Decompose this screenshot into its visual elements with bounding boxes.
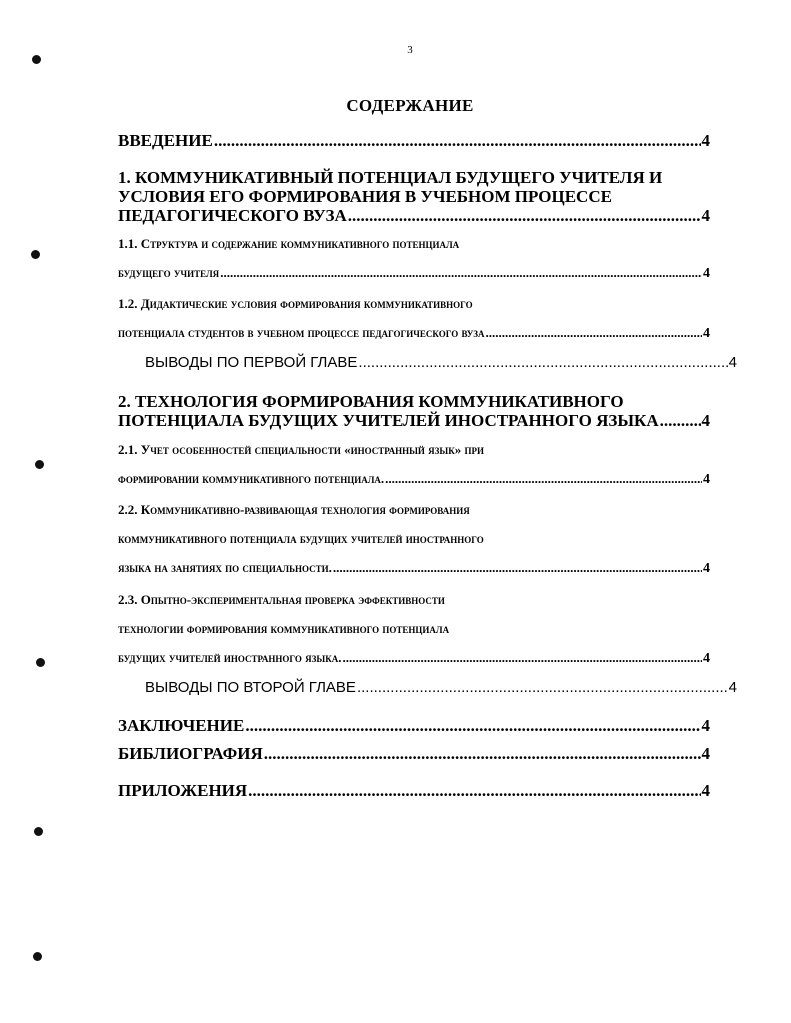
toc-entry-conclusion[interactable] xyxy=(118,716,710,735)
toc-page-number: 4 xyxy=(703,561,710,576)
leader-dots xyxy=(264,744,701,763)
toc-entry-chapter-2[interactable] xyxy=(118,392,710,430)
toc-entry-title-line: 1.2. Дидактические условия формирования коммуникативного xyxy=(118,296,473,311)
toc-page-number: 4 xyxy=(701,411,710,430)
leader-dots xyxy=(660,411,701,430)
toc-page-number: 4 xyxy=(701,781,710,800)
toc-entry-title-line: языка на занятиях по специальности. xyxy=(118,560,332,575)
toc-entry-conclusions-2[interactable] xyxy=(118,679,737,696)
toc-entry-title-line: УСЛОВИЯ ЕГО ФОРМИРОВАНИЯ В УЧЕБНОМ ПРОЦЕССЕ xyxy=(118,187,612,206)
toc-entry-bibliography[interactable] xyxy=(118,744,710,763)
page-title: СОДЕРЖАНИЕ xyxy=(346,96,474,115)
leader-dots xyxy=(343,650,702,665)
leader-dots xyxy=(245,716,700,735)
toc-page-number: 4 xyxy=(728,679,737,696)
toc-entry-title-line: технологии формирования коммуникативного потенциала xyxy=(118,621,450,636)
leader-dots xyxy=(385,471,702,486)
toc-entry-conclusions-1[interactable] xyxy=(118,354,737,371)
toc-entry-title: ЗАКЛЮЧЕНИЕ xyxy=(118,716,245,735)
toc-page-number: 4 xyxy=(703,651,710,666)
toc-page-number: 4 xyxy=(703,472,710,487)
punch-hole-mark xyxy=(36,658,45,667)
toc-page-number: 4 xyxy=(728,354,737,371)
punch-hole-mark xyxy=(34,827,43,836)
toc-entry-title: ВЫВОДЫ ПО ВТОРОЙ ГЛАВЕ xyxy=(145,679,356,696)
punch-hole-mark xyxy=(33,952,42,961)
punch-hole-mark xyxy=(35,460,44,469)
leader-dots xyxy=(214,131,701,151)
leader-dots xyxy=(358,354,727,371)
toc-entry-title-line: 2.2. Коммуникативно-развивающая технология формирования xyxy=(118,502,470,517)
leader-dots xyxy=(333,560,702,575)
toc-entry-title: ВЫВОДЫ ПО ПЕРВОЙ ГЛАВЕ xyxy=(145,354,358,371)
toc-entry-section-2-3[interactable] xyxy=(118,592,710,666)
toc-entry-title-line: 2.3. Опытно-экспериментальная проверка эффективности xyxy=(118,592,445,607)
toc-page-number: 4 xyxy=(703,266,710,281)
toc-page-number: 4 xyxy=(703,326,710,341)
punch-hole-mark xyxy=(32,55,41,64)
toc-entry-title: БИБЛИОГРАФИЯ xyxy=(118,744,263,763)
toc-entry-section-1-2[interactable] xyxy=(118,296,710,341)
page-number: 3 xyxy=(407,44,413,56)
toc-page-number: 4 xyxy=(701,716,710,735)
toc-entry-title-line: 1.1. Структура и содержание коммуникативного потенциала xyxy=(118,236,460,251)
toc-entry-intro[interactable] xyxy=(118,131,710,151)
toc-entry-appendix[interactable] xyxy=(118,781,710,800)
toc-entry-title-line: 1. КОММУНИКАТИВНЫЙ ПОТЕНЦИАЛ БУДУЩЕГО УЧИТЕЛЯ И xyxy=(118,168,663,187)
toc-entry-title-line: 2.1. Учет особенностей специальности «иностранный язык» при xyxy=(118,442,485,457)
toc-entry-title: ВВЕДЕНИЕ xyxy=(118,131,213,150)
toc-entry-section-2-2[interactable] xyxy=(118,502,710,576)
toc-entry-section-2-1[interactable] xyxy=(118,442,710,487)
toc-entry-title-line: ПОТЕНЦИАЛА БУДУЩИХ УЧИТЕЛЕЙ ИНОСТРАННОГО ЯЗЫКА xyxy=(118,411,659,430)
leader-dots xyxy=(485,325,702,340)
toc-entry-title-line: коммуникативного потенциала будущих учителей иностранного xyxy=(118,531,484,546)
leader-dots xyxy=(348,206,701,225)
toc-entry-title-line: потенциала студентов в учебном процессе педагогического вуза xyxy=(118,325,485,340)
leader-dots xyxy=(357,679,728,696)
toc-entry-chapter-1[interactable] xyxy=(118,168,710,225)
toc-entry-title-line: будущих учителей иностранного языка. xyxy=(118,650,342,665)
punch-hole-mark xyxy=(31,250,40,259)
toc-page-number: 4 xyxy=(701,744,710,763)
leader-dots xyxy=(220,265,702,280)
toc-page-number: 4 xyxy=(701,131,710,150)
toc-entry-title-line: ПЕДАГОГИЧЕСКОГО ВУЗА xyxy=(118,206,347,225)
leader-dots xyxy=(248,781,700,800)
toc-entry-title-line: формировании коммуникативного потенциала. xyxy=(118,471,385,486)
toc-entry-title: ПРИЛОЖЕНИЯ xyxy=(118,781,248,800)
toc-entry-title-line: будущего учителя xyxy=(118,265,220,280)
toc-page-number: 4 xyxy=(701,206,710,225)
toc-entry-section-1-1[interactable] xyxy=(118,236,710,281)
toc-entry-title-line: 2. ТЕХНОЛОГИЯ ФОРМИРОВАНИЯ КОММУНИКАТИВНОГО xyxy=(118,392,624,411)
